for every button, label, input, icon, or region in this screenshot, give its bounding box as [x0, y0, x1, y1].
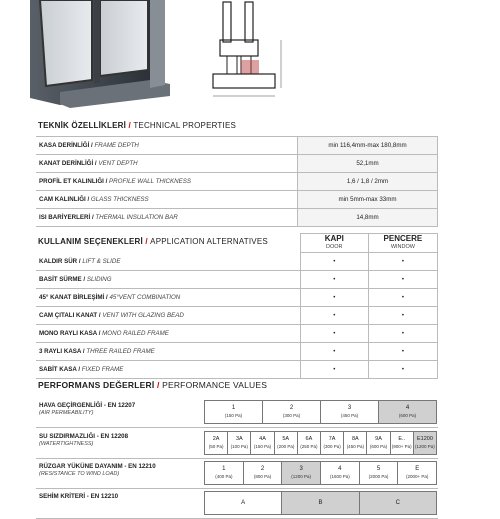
perf-class-box: E (2000+ Pa)	[397, 461, 437, 485]
tech-row	[36, 155, 438, 173]
perf-row	[36, 397, 438, 428]
tech-label: CAM KALINLIĞI / GLASS THICKNESS	[36, 191, 298, 209]
door-mark: •	[300, 325, 368, 343]
app-row	[36, 289, 438, 307]
perf-class-box: 7A (300 Pa)	[320, 431, 344, 455]
technical-properties-table	[36, 136, 438, 227]
tech-row	[36, 137, 438, 155]
perf-class-boxes	[204, 461, 436, 485]
door-mark: •	[300, 289, 368, 307]
app-label: KALDIR SÜR / LIFT & SLIDE	[36, 253, 300, 271]
perf-label: RÜZGAR YÜKÜNE DAYANIM - EN 12210 (RESISTANCE TO WIND LOAD)	[39, 463, 156, 477]
perf-class-box: 3A (100 Pa)	[227, 431, 251, 455]
perf-class-boxes	[204, 400, 436, 424]
perf-class-box: 8A (450 Pa)	[343, 431, 367, 455]
perf-class-box: E1200 (1200 Pa)	[413, 431, 437, 455]
perf-class-box: 2A (50 Pa)	[204, 431, 228, 455]
window-column-header: PENCERE WINDOW	[368, 234, 437, 253]
tech-label: KASA DERİNLİĞİ / FRAME DEPTH	[36, 137, 298, 155]
perf-section-title: PERFORMANS DEĞERLERİ / PERFORMANCE VALUES	[38, 380, 268, 390]
tech-label: PROFİL ET KALINLIĞI / PROFILE WALL THICKNESS	[36, 173, 298, 191]
window-render-image	[30, 0, 175, 108]
window-mark: •	[368, 325, 437, 343]
perf-class-box: 3 (1200 Pa)	[281, 461, 321, 485]
perf-class-box: B	[281, 491, 359, 515]
perf-row	[36, 458, 438, 489]
window-mark: •	[368, 253, 437, 271]
perf-label: SU SIZDIRMAZLIĞI - EN 12208 (WATERTIGHTNESS)	[39, 433, 129, 447]
perf-class-box: 2 (800 Pa)	[243, 461, 283, 485]
tech-section-title: TEKNİK ÖZELLİKLERİ / TECHNICAL PROPERTIES	[38, 121, 237, 130]
perf-class-box: C	[359, 491, 437, 515]
tech-value: min 5mm-max 33mm	[298, 191, 438, 209]
app-row	[36, 253, 438, 271]
app-row	[36, 307, 438, 325]
door-mark: •	[300, 307, 368, 325]
perf-class-box: 4 (600 Pa)	[378, 400, 437, 424]
door-mark: •	[300, 343, 368, 361]
window-mark: •	[368, 307, 437, 325]
perf-label: HAVA GEÇİRGENLİĞİ - EN 12207 (AIR PERMEABILITY)	[39, 402, 136, 416]
perf-class-box: 4 (1600 Pa)	[320, 461, 360, 485]
perf-class-box: 6A (250 Pa)	[297, 431, 321, 455]
perf-class-box: 9A (600 Pa)	[366, 431, 390, 455]
tech-value: min 116,4mm-max 180,8mm	[298, 137, 438, 155]
tech-value: 14,8mm	[298, 209, 438, 227]
door-mark: •	[300, 271, 368, 289]
window-mark: •	[368, 271, 437, 289]
tech-label: ISI BARİYERLERİ / THERMAL INSULATION BAR	[36, 209, 298, 227]
app-label: MONO RAYLI KASA / MONO RAILED FRAME	[36, 325, 300, 343]
perf-class-box: 2 (300 Pa)	[262, 400, 321, 424]
app-label: 3 RAYLI KASA / THREE RAILED FRAME	[36, 343, 300, 361]
perf-class-box: 3 (450 Pa)	[320, 400, 379, 424]
perf-class-box: 4A (150 Pa)	[250, 431, 274, 455]
perf-row	[36, 428, 438, 459]
perf-class-box: E.. (900+ Pa)	[390, 431, 414, 455]
perf-class-box: 1 (400 Pa)	[204, 461, 244, 485]
window-mark: •	[368, 343, 437, 361]
perf-class-boxes	[204, 431, 436, 455]
tech-label: KANAT DERİNLİĞİ / VENT DEPTH	[36, 155, 298, 173]
app-label: BASİT SÜRME / SLIDING	[36, 271, 300, 289]
app-row	[36, 325, 438, 343]
app-row	[36, 271, 438, 289]
app-section-title: KULLANIM SEÇENEKLERİ / APPLICATION ALTERNATIVES	[38, 237, 268, 246]
perf-class-box: 5 (2000 Pa)	[359, 461, 399, 485]
tech-value: 52,1mm	[298, 155, 438, 173]
tech-row	[36, 173, 438, 191]
window-mark: •	[368, 361, 437, 379]
perf-label: SEHİM KRİTERİ - EN 12210	[39, 493, 119, 500]
application-table	[36, 233, 438, 379]
door-mark: •	[300, 253, 368, 271]
tech-value: 1,6 / 1,8 / 2mm	[298, 173, 438, 191]
perf-class-boxes	[204, 491, 436, 515]
perf-class-box: A	[204, 491, 282, 515]
app-row	[36, 343, 438, 361]
door-column-header: KAPI DOOR	[300, 234, 368, 253]
tech-row	[36, 191, 438, 209]
profile-section-drawing	[205, 0, 295, 108]
app-label: SABİT KASA / FIXED FRAME	[36, 361, 300, 379]
app-label: 45° KANAT BİRLEŞİMİ / 45°VENT COMBINATION	[36, 289, 300, 307]
window-mark: •	[368, 289, 437, 307]
tech-row	[36, 209, 438, 227]
perf-class-box: 1 (150 Pa)	[204, 400, 263, 424]
perf-row	[36, 488, 438, 519]
app-row	[36, 361, 438, 379]
app-label: CAM ÇITALI KANAT / VENT WITH GLAZING BEAD	[36, 307, 300, 325]
perf-class-box: 5A (200 Pa)	[274, 431, 298, 455]
door-mark: •	[300, 361, 368, 379]
